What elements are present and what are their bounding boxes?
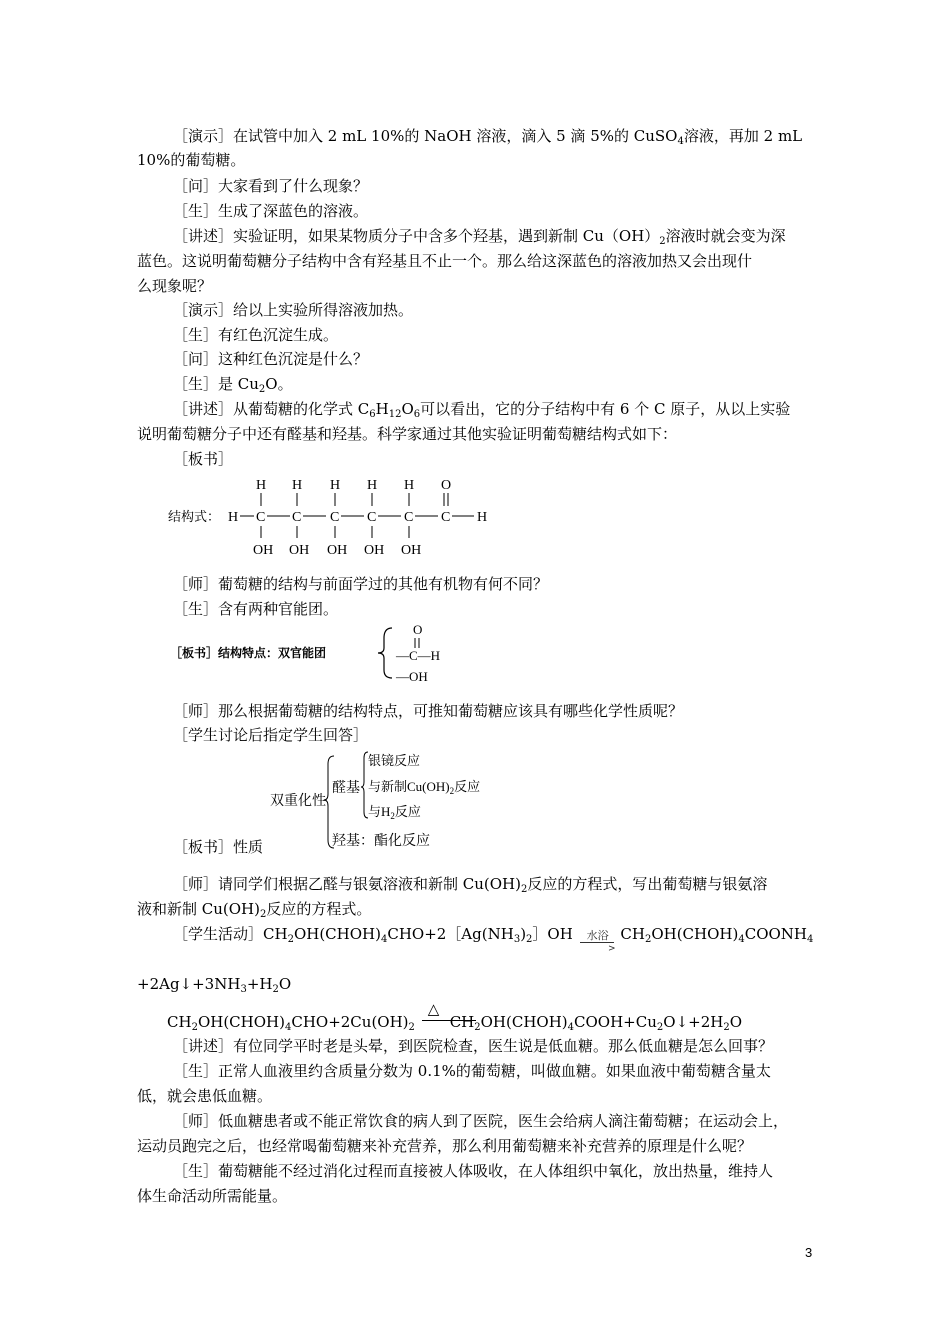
paragraph-teacher-4-cont: 运动员跑完之后，也经常喝葡萄糖来补充营养，那么利用葡萄糖来补充营养的原理是什么呢？: [137, 1137, 753, 1155]
svg-text:C: C: [367, 510, 377, 525]
reaction-hydrogen: 与$H_2$反应: [368, 804, 421, 821]
svg-text:H: H: [367, 478, 378, 493]
svg-text:H: H: [404, 478, 415, 493]
svg-text:H: H: [330, 478, 341, 493]
top-hydrogens: [256, 478, 451, 506]
paragraph-student-3: ［生］是 $Cu_2O$。: [173, 375, 293, 395]
paragraph-student-2: ［生］有红色沉淀生成。: [173, 326, 339, 344]
feature-oxygen: O: [413, 622, 423, 637]
paragraph-student-6: ［生］葡萄糖能不经过消化过程而直接被人体吸收，在人体组织中氧化，放出热量，维持人: [173, 1162, 774, 1180]
hydroxyl-reaction: 羟基：酯化反应: [332, 834, 430, 849]
svg-text:OH: OH: [401, 543, 422, 558]
paragraph-demo-2: ［演示］给以上实验所得溶液加热。: [173, 301, 414, 319]
svg-text:C: C: [256, 510, 266, 525]
paragraph-question-1: ［问］大家看到了什么现象？: [173, 177, 369, 195]
terminal-h-left: H: [228, 510, 239, 525]
reaction-silver-mirror: 银镜反应: [368, 753, 421, 768]
terminal-h-right: H: [477, 510, 488, 525]
svg-text:OH: OH: [327, 543, 348, 558]
feature-hydroxyl: —OH: [396, 669, 428, 684]
svg-text:OH: OH: [289, 543, 310, 558]
water-bath-arrow: 水浴 >: [578, 927, 616, 947]
heat-arrow: △: [420, 1011, 450, 1031]
paragraph-teacher-2: ［师］那么根据葡萄糖的结构特点，可推知葡萄糖应该具有哪些化学性质呢？: [173, 702, 684, 720]
paragraph-student-4: ［生］含有两种官能团。: [173, 600, 339, 618]
svg-text:C: C: [330, 510, 340, 525]
bottom-hydroxyls: [253, 526, 421, 558]
properties-figure: [270, 748, 510, 854]
paragraph-board-1: ［板书］: [173, 450, 234, 468]
paragraph-discussion: ［学生讨论后指定学生回答］: [173, 726, 369, 744]
paragraph-question-2: ［问］这种红色沉淀是什么？: [173, 350, 369, 368]
paragraph-student-5: ［生］正常人血液里约含质量分数为 0.1%的葡萄糖，叫做血糖。如果血液中葡萄糖含量太: [173, 1062, 771, 1080]
carbonyl-oxygen: O: [441, 478, 452, 493]
reaction-copper-hydroxide: 与新制$Cu(OH)_2$反应: [368, 779, 481, 796]
glucose-structure-figure: [168, 474, 508, 560]
paragraph-demo-1: ［演示］在试管中加入 2 mL 10%的 NaOH 溶液，滴入 5 滴 5%的 CuSO$_4$溶液，再加 2 mL: [173, 127, 803, 147]
svg-text:H: H: [292, 478, 303, 493]
paragraph-student-6-cont: 体生命活动所需能量。: [137, 1187, 288, 1205]
paragraph-board-2: ［板书］性质: [173, 838, 264, 856]
equation-silver-mirror: ［学生活动$]CH_2OH(CHOH)_4CHO+2[Ag(NH_3)_2]OH$ 水浴 > $CH_2OH(CHOH)_4COONH_4$: [173, 925, 814, 954]
paragraph-demo-1-cont: 10%的葡萄糖。: [137, 151, 246, 169]
structure-label: 结构式：: [168, 509, 221, 524]
paragraph-teacher-3: ［师］请同学们根据乙醛与银氨溶液和新制 $Cu(OH)_2$反应的方程式，写出葡萄糖与银氨溶: [173, 875, 768, 895]
paragraph-student-5-cont: 低，就会患低血糖。: [137, 1087, 273, 1105]
paragraph-lecture-3: ［讲述］有位同学平时老是头晕，到医院检查，医生说是低血糖。那么低血糖是怎么回事？: [173, 1037, 774, 1055]
equation-silver-mirror-cont: $+2Ag↓+3NH_3+H_2O$: [137, 975, 292, 995]
svg-text:C: C: [441, 510, 451, 525]
structure-feature-figure: [170, 620, 470, 686]
equation-copper-hydroxide: $CH_2OH(CHOH)_4CHO+2Cu(OH)_2$ △ $CH_2OH(CHOH)_4COOH+Cu_2O↓+2H_2O$: [167, 1000, 743, 1033]
feature-label: ［板书］结构特点：双官能团: [170, 646, 327, 660]
paragraph-lecture-1-end: 么现象呢？: [137, 277, 213, 295]
feature-aldehyde: —C—H: [396, 648, 441, 663]
svg-text:H: H: [256, 478, 267, 493]
paragraph-lecture-2-cont: 说明葡萄糖分子中还有醛基和羟基。科学家通过其他实验证明葡萄糖结构式如下：: [137, 425, 678, 443]
paragraph-teacher-3-cont: 液和新制 $Cu(OH)_2$反应的方程式。: [137, 900, 372, 920]
properties-label: 双重化性: [270, 794, 326, 809]
svg-text:OH: OH: [253, 543, 274, 558]
paragraph-lecture-1-cont: 蓝色。这说明葡萄糖分子结构中含有羟基且不止一个。那么给这深蓝色的溶液加热又会出现什: [137, 252, 753, 270]
svg-text:C: C: [404, 510, 414, 525]
paragraph-teacher-4: ［师］低血糖患者或不能正常饮食的病人到了医院，医生会给病人滴注葡萄糖；在运动会上，: [173, 1112, 789, 1130]
brace-icon: [378, 628, 392, 678]
svg-text:OH: OH: [364, 543, 385, 558]
inner-brace-icon: [361, 752, 368, 818]
page-number: 3: [805, 1245, 813, 1260]
paragraph-lecture-2: ［讲述］从葡萄糖的化学式 $C_6H_{12}O_6$可以看出，它的分子结构中有 6 个 C 原子，从以上实验: [173, 400, 791, 420]
svg-text:C: C: [292, 510, 302, 525]
paragraph-teacher-1: ［师］葡萄糖的结构与前面学过的其他有机物有何不同？: [173, 575, 549, 593]
carbon-chain: [256, 510, 487, 525]
paragraph-student-1: ［生］生成了深蓝色的溶液。: [173, 202, 369, 220]
aldehyde-label: 醛基: [332, 781, 360, 796]
paragraph-lecture-1: ［讲述］实验证明，如果某物质分子中含多个羟基，遇到新制 $Cu(OH)_2$溶液时就会变为深: [173, 227, 786, 247]
